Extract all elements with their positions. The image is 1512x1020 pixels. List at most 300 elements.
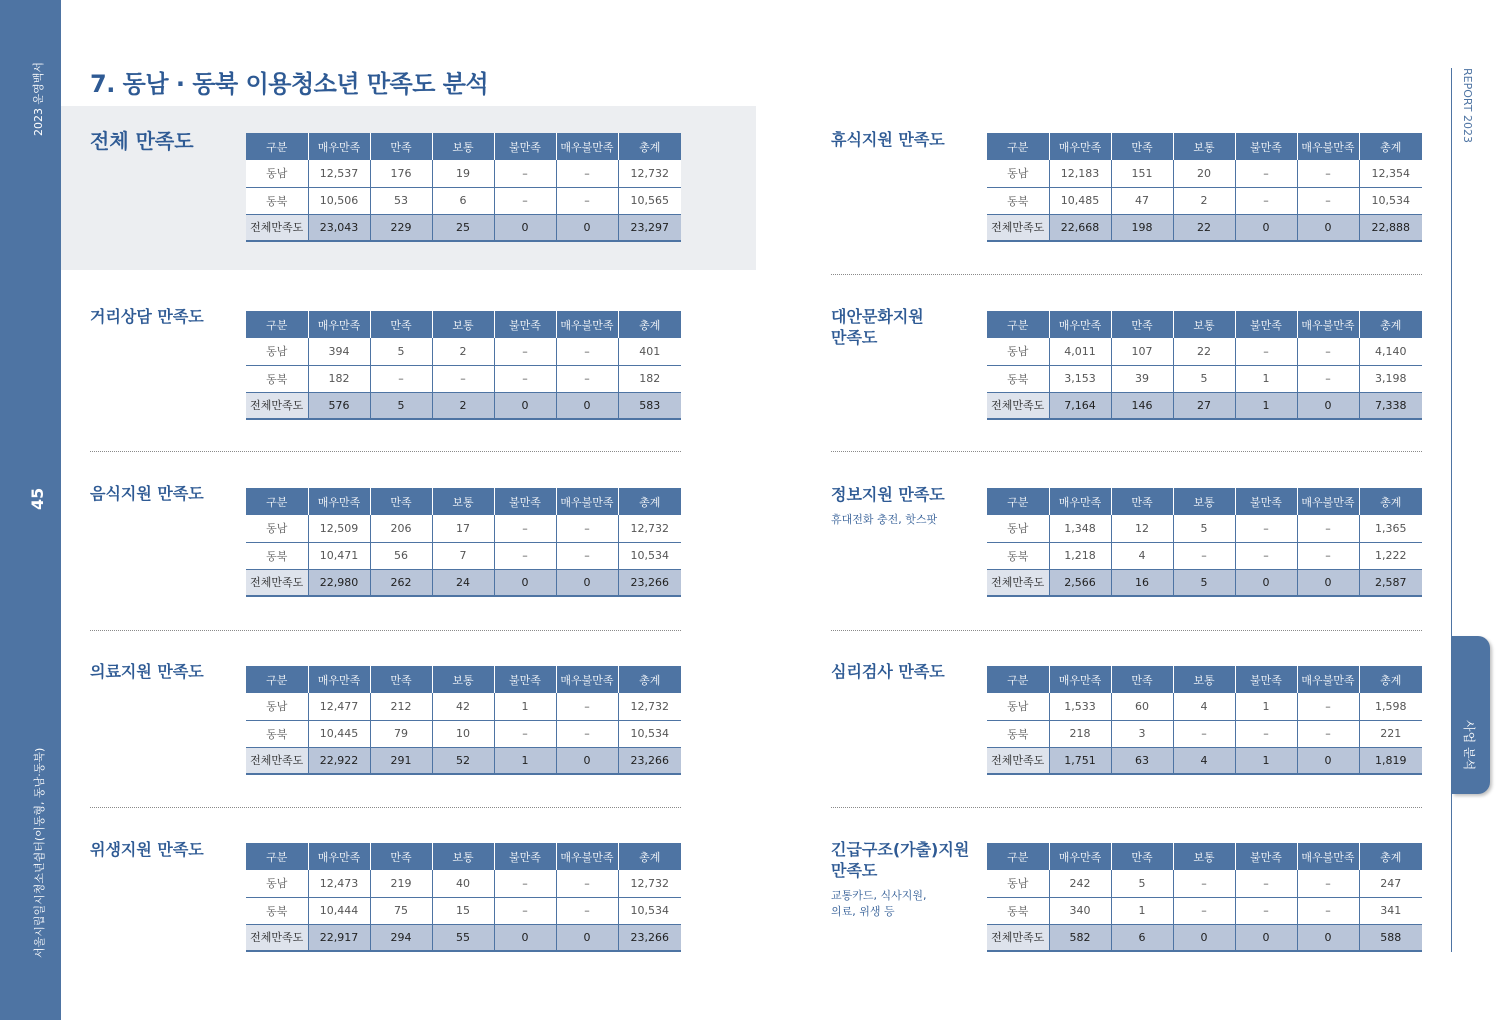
info-support-table [987, 488, 1422, 597]
column-header: 만족 [370, 311, 432, 338]
column-header: 보통 [1173, 488, 1235, 515]
table-header-row [246, 843, 681, 870]
food-support-table [246, 488, 681, 597]
table-cell: 10,506 [308, 187, 370, 214]
total-cell: 1,819 [1359, 747, 1422, 774]
table-cell: 동북 [987, 542, 1049, 569]
total-cell: 22 [1173, 214, 1235, 241]
total-row [246, 214, 681, 241]
total-row [987, 214, 1422, 241]
column-header: 보통 [1173, 311, 1235, 338]
column-header: 매우불만족 [1297, 311, 1359, 338]
column-header: 총계 [618, 488, 681, 515]
table-cell: 동남 [246, 338, 308, 365]
table-cell: – [556, 720, 618, 747]
table-cell: 12,537 [308, 160, 370, 187]
total-cell: 23,266 [618, 924, 681, 951]
table-row [246, 720, 681, 747]
table-cell: 1,533 [1049, 693, 1111, 720]
table-cell: 341 [1359, 897, 1422, 924]
column-header: 만족 [370, 488, 432, 515]
table-row [987, 542, 1422, 569]
table-cell: 12,732 [618, 693, 681, 720]
food-support-title: 음식지원 만족도 [90, 484, 204, 503]
table-cell: 4,140 [1359, 338, 1422, 365]
table-cell: 12 [1111, 515, 1173, 542]
table-cell: 12,732 [618, 870, 681, 897]
total-cell: 0 [1235, 214, 1297, 241]
total-cell: 582 [1049, 924, 1111, 951]
table-cell: 176 [370, 160, 432, 187]
table-header-row [987, 843, 1422, 870]
total-cell: 0 [494, 924, 556, 951]
total-cell: 2 [432, 392, 494, 419]
total-cell: 5 [1173, 569, 1235, 596]
table-cell: 75 [370, 897, 432, 924]
psych-test-title: 심리검사 만족도 [831, 662, 945, 681]
organization-label: 서울시립일시청소년쉼터(이동형, 동남·동북) [33, 747, 46, 958]
total-cell: 0 [1297, 569, 1359, 596]
total-cell: 전체만족도 [246, 392, 308, 419]
column-header: 매우만족 [308, 488, 370, 515]
info-support-subtitle: 휴대전화 충전, 핫스팟 [831, 513, 938, 526]
table-cell: – [1235, 515, 1297, 542]
total-cell: 0 [556, 392, 618, 419]
table-cell: 10,565 [618, 187, 681, 214]
table-cell: – [494, 338, 556, 365]
total-cell: 5 [370, 392, 432, 419]
table-cell: 동북 [987, 897, 1049, 924]
total-cell: 52 [432, 747, 494, 774]
column-header: 구분 [246, 311, 308, 338]
total-cell: 전체만족도 [987, 569, 1049, 596]
table-cell: 5 [1111, 870, 1173, 897]
table-cell: 6 [432, 187, 494, 214]
column-header: 총계 [1359, 843, 1422, 870]
total-cell: 전체만족도 [246, 747, 308, 774]
column-header: 매우불만족 [556, 843, 618, 870]
table-cell: 4 [1173, 693, 1235, 720]
table-cell: – [1235, 720, 1297, 747]
table-cell: – [1173, 870, 1235, 897]
table-cell: 2 [1173, 187, 1235, 214]
total-cell: 0 [494, 569, 556, 596]
table-cell: – [494, 160, 556, 187]
column-header: 구분 [987, 311, 1049, 338]
table-cell: – [1173, 897, 1235, 924]
column-header: 총계 [1359, 311, 1422, 338]
table-cell: – [494, 720, 556, 747]
total-cell: 0 [1297, 214, 1359, 241]
emergency-rescue-table [987, 843, 1422, 952]
table-row [246, 515, 681, 542]
table-cell: – [1297, 160, 1359, 187]
table-cell: 동북 [246, 187, 308, 214]
column-header: 매우만족 [308, 311, 370, 338]
table-cell: – [1173, 720, 1235, 747]
total-cell: 63 [1111, 747, 1173, 774]
table-cell: 동북 [246, 897, 308, 924]
table-cell: – [494, 515, 556, 542]
section-divider [831, 807, 1422, 808]
total-cell: 294 [370, 924, 432, 951]
table-cell: 182 [618, 365, 681, 392]
column-header: 매우불만족 [556, 488, 618, 515]
table-cell: 2 [432, 338, 494, 365]
table-row [987, 515, 1422, 542]
total-row [987, 924, 1422, 951]
table-cell: – [1235, 338, 1297, 365]
column-header: 구분 [246, 666, 308, 693]
table-cell: – [1297, 720, 1359, 747]
column-header: 구분 [987, 488, 1049, 515]
table-cell: 39 [1111, 365, 1173, 392]
column-header: 보통 [432, 133, 494, 160]
section-divider [90, 451, 681, 452]
table-cell: 47 [1111, 187, 1173, 214]
table-cell: 1,348 [1049, 515, 1111, 542]
table-header-row [987, 311, 1422, 338]
table-cell: 401 [618, 338, 681, 365]
table-cell: – [556, 365, 618, 392]
total-cell: 22,922 [308, 747, 370, 774]
column-header: 불만족 [494, 488, 556, 515]
total-cell: 0 [1297, 392, 1359, 419]
table-cell: 3,198 [1359, 365, 1422, 392]
column-header: 보통 [1173, 666, 1235, 693]
table-cell: 1,598 [1359, 693, 1422, 720]
column-header: 불만족 [494, 311, 556, 338]
table-cell: 7 [432, 542, 494, 569]
table-cell: 218 [1049, 720, 1111, 747]
column-header: 구분 [987, 843, 1049, 870]
table-cell: 60 [1111, 693, 1173, 720]
table-row [246, 897, 681, 924]
total-row [246, 569, 681, 596]
total-cell: 0 [1235, 569, 1297, 596]
table-cell: 212 [370, 693, 432, 720]
total-cell: 0 [1173, 924, 1235, 951]
table-cell: 동남 [246, 870, 308, 897]
table-cell: 12,732 [618, 160, 681, 187]
table-row [246, 365, 681, 392]
table-row [246, 187, 681, 214]
table-row [246, 338, 681, 365]
column-header: 불만족 [494, 666, 556, 693]
column-header: 구분 [246, 488, 308, 515]
rest-support-title: 휴식지원 만족도 [831, 130, 945, 149]
street-counseling-title: 거리상담 만족도 [90, 307, 204, 326]
table-cell: 동북 [246, 720, 308, 747]
table-cell: – [432, 365, 494, 392]
section-divider [831, 451, 1422, 452]
total-cell: 1,751 [1049, 747, 1111, 774]
column-header: 총계 [618, 311, 681, 338]
table-header-row [246, 666, 681, 693]
hygiene-support-title: 위생지원 만족도 [90, 840, 204, 859]
table-cell: 동북 [246, 365, 308, 392]
column-header: 만족 [1111, 843, 1173, 870]
total-row [246, 392, 681, 419]
annual-report-label: 2023 운영백서 [32, 62, 45, 136]
table-cell: 221 [1359, 720, 1422, 747]
table-row [987, 338, 1422, 365]
street-counseling-table [246, 311, 681, 420]
medical-support-title: 의료지원 만족도 [90, 662, 204, 681]
total-cell: 588 [1359, 924, 1422, 951]
table-cell: 동북 [246, 542, 308, 569]
section-tab[interactable] [1452, 636, 1490, 794]
psych-test-table [987, 666, 1422, 775]
table-cell: – [1235, 870, 1297, 897]
column-header: 보통 [432, 311, 494, 338]
total-cell: 전체만족도 [246, 569, 308, 596]
column-header: 불만족 [1235, 488, 1297, 515]
total-cell: 22,917 [308, 924, 370, 951]
column-header: 매우불만족 [556, 133, 618, 160]
column-header: 만족 [370, 843, 432, 870]
total-cell: 229 [370, 214, 432, 241]
column-header: 구분 [246, 843, 308, 870]
column-header: 매우만족 [1049, 666, 1111, 693]
total-cell: 7,338 [1359, 392, 1422, 419]
overall-table [246, 133, 681, 242]
column-header: 만족 [1111, 488, 1173, 515]
total-cell: 0 [1297, 924, 1359, 951]
total-cell: 146 [1111, 392, 1173, 419]
total-cell: 전체만족도 [246, 924, 308, 951]
total-cell: 22,888 [1359, 214, 1422, 241]
table-cell: 동남 [246, 515, 308, 542]
table-cell: 동남 [987, 338, 1049, 365]
total-cell: 6 [1111, 924, 1173, 951]
table-cell: – [494, 870, 556, 897]
total-cell: 0 [494, 392, 556, 419]
table-cell: 10,485 [1049, 187, 1111, 214]
table-cell: 247 [1359, 870, 1422, 897]
table-cell: – [1297, 338, 1359, 365]
column-header: 불만족 [1235, 666, 1297, 693]
column-header: 불만족 [494, 843, 556, 870]
column-header: 매우만족 [1049, 488, 1111, 515]
table-cell: 5 [1173, 365, 1235, 392]
table-cell: 1,222 [1359, 542, 1422, 569]
column-header: 불만족 [1235, 311, 1297, 338]
right-divider-line [1451, 68, 1452, 952]
table-cell: 12,509 [308, 515, 370, 542]
table-row [987, 897, 1422, 924]
table-cell: 20 [1173, 160, 1235, 187]
table-cell: 17 [432, 515, 494, 542]
table-cell: 1 [494, 693, 556, 720]
table-cell: – [1235, 897, 1297, 924]
table-row [246, 693, 681, 720]
table-cell: 동남 [246, 160, 308, 187]
table-row [987, 720, 1422, 747]
table-cell: – [370, 365, 432, 392]
column-header: 총계 [1359, 666, 1422, 693]
hygiene-support-table [246, 843, 681, 952]
total-cell: 16 [1111, 569, 1173, 596]
total-cell: 4 [1173, 747, 1235, 774]
total-cell: 전체만족도 [987, 747, 1049, 774]
table-cell: 1,365 [1359, 515, 1422, 542]
table-cell: – [1173, 542, 1235, 569]
section-divider [90, 807, 681, 808]
total-cell: 7,164 [1049, 392, 1111, 419]
table-cell: 1 [1235, 365, 1297, 392]
table-cell: 10,471 [308, 542, 370, 569]
column-header: 만족 [1111, 666, 1173, 693]
table-cell: – [1297, 897, 1359, 924]
total-cell: 0 [494, 214, 556, 241]
total-cell: 2,587 [1359, 569, 1422, 596]
total-cell: 23,266 [618, 569, 681, 596]
column-header: 만족 [370, 133, 432, 160]
total-cell: 23,297 [618, 214, 681, 241]
table-row [246, 870, 681, 897]
table-row [987, 365, 1422, 392]
table-cell: 10,534 [1359, 187, 1422, 214]
column-header: 총계 [1359, 488, 1422, 515]
table-cell: 182 [308, 365, 370, 392]
total-cell: 0 [556, 747, 618, 774]
table-cell: 동남 [246, 693, 308, 720]
table-cell: 12,473 [308, 870, 370, 897]
total-cell: 2,566 [1049, 569, 1111, 596]
table-cell: – [556, 187, 618, 214]
total-cell: 22,980 [308, 569, 370, 596]
section-divider [90, 630, 681, 631]
info-support-title: 정보지원 만족도 [831, 485, 945, 504]
total-cell: 262 [370, 569, 432, 596]
table-cell: 12,732 [618, 515, 681, 542]
total-cell: 1 [494, 747, 556, 774]
table-cell: 40 [432, 870, 494, 897]
column-header: 불만족 [1235, 133, 1297, 160]
table-cell: 56 [370, 542, 432, 569]
table-cell: 동북 [987, 720, 1049, 747]
section-divider [831, 274, 1422, 275]
table-cell: – [1297, 187, 1359, 214]
total-cell: 23,043 [308, 214, 370, 241]
column-header: 구분 [987, 666, 1049, 693]
emergency-rescue-subtitle: 교통카드, 식사지원, 의료, 위생 등 [831, 889, 927, 918]
total-cell: 1 [1235, 392, 1297, 419]
column-header: 총계 [618, 843, 681, 870]
total-row [246, 924, 681, 951]
table-cell: – [494, 187, 556, 214]
table-cell: 동북 [987, 365, 1049, 392]
column-header: 매우불만족 [556, 311, 618, 338]
column-header: 매우불만족 [1297, 666, 1359, 693]
table-cell: – [494, 897, 556, 924]
section-divider [831, 630, 1422, 631]
table-cell: 22 [1173, 338, 1235, 365]
report-year-label: REPORT 2023 [1461, 68, 1474, 143]
table-cell: – [1297, 693, 1359, 720]
table-cell: 206 [370, 515, 432, 542]
page-title: 7. 동남 · 동북 이용청소년 만족도 분석 [90, 70, 489, 98]
page-number: 45 [28, 487, 47, 510]
table-cell: 5 [1173, 515, 1235, 542]
total-cell: 0 [1297, 747, 1359, 774]
total-cell: 0 [556, 214, 618, 241]
table-cell: 12,354 [1359, 160, 1422, 187]
table-cell: 15 [432, 897, 494, 924]
emergency-rescue-title: 긴급구조(가출)지원 만족도 [831, 840, 970, 880]
table-cell: – [556, 515, 618, 542]
total-cell: 0 [556, 569, 618, 596]
table-cell: 10,534 [618, 897, 681, 924]
column-header: 매우불만족 [1297, 843, 1359, 870]
column-header: 만족 [1111, 311, 1173, 338]
total-row [246, 747, 681, 774]
column-header: 매우만족 [1049, 133, 1111, 160]
table-cell: 53 [370, 187, 432, 214]
column-header: 매우만족 [308, 133, 370, 160]
table-cell: – [1297, 365, 1359, 392]
column-header: 매우만족 [1049, 843, 1111, 870]
total-cell: 198 [1111, 214, 1173, 241]
table-cell: 19 [432, 160, 494, 187]
total-cell: 전체만족도 [246, 214, 308, 241]
table-cell: 동남 [987, 515, 1049, 542]
table-row [246, 542, 681, 569]
table-cell: 동남 [987, 870, 1049, 897]
total-cell: 0 [1235, 924, 1297, 951]
total-cell: 24 [432, 569, 494, 596]
table-header-row [246, 488, 681, 515]
table-cell: – [556, 897, 618, 924]
table-cell: – [1297, 542, 1359, 569]
table-cell: 4 [1111, 542, 1173, 569]
total-row [987, 569, 1422, 596]
column-header: 보통 [1173, 133, 1235, 160]
table-cell: 340 [1049, 897, 1111, 924]
table-header-row [987, 488, 1422, 515]
table-cell: 12,477 [308, 693, 370, 720]
overall-title: 전체 만족도 [90, 129, 194, 153]
table-cell: 1,218 [1049, 542, 1111, 569]
total-cell: 583 [618, 392, 681, 419]
column-header: 매우불만족 [1297, 133, 1359, 160]
total-cell: 1 [1235, 747, 1297, 774]
column-header: 보통 [1173, 843, 1235, 870]
column-header: 총계 [1359, 133, 1422, 160]
table-row [987, 187, 1422, 214]
total-cell: 22,668 [1049, 214, 1111, 241]
table-cell: 3 [1111, 720, 1173, 747]
total-cell: 55 [432, 924, 494, 951]
column-header: 보통 [432, 843, 494, 870]
total-row [987, 747, 1422, 774]
table-row [987, 693, 1422, 720]
rest-support-table [987, 133, 1422, 242]
column-header: 매우만족 [308, 666, 370, 693]
section-tab-label: 사업 분석 [1462, 720, 1476, 771]
column-header: 만족 [370, 666, 432, 693]
medical-support-table [246, 666, 681, 775]
table-cell: – [556, 542, 618, 569]
column-header: 구분 [246, 133, 308, 160]
table-cell: – [494, 365, 556, 392]
table-header-row [987, 666, 1422, 693]
column-header: 구분 [987, 133, 1049, 160]
total-cell: 전체만족도 [987, 392, 1049, 419]
column-header: 보통 [432, 488, 494, 515]
table-header-row [987, 133, 1422, 160]
